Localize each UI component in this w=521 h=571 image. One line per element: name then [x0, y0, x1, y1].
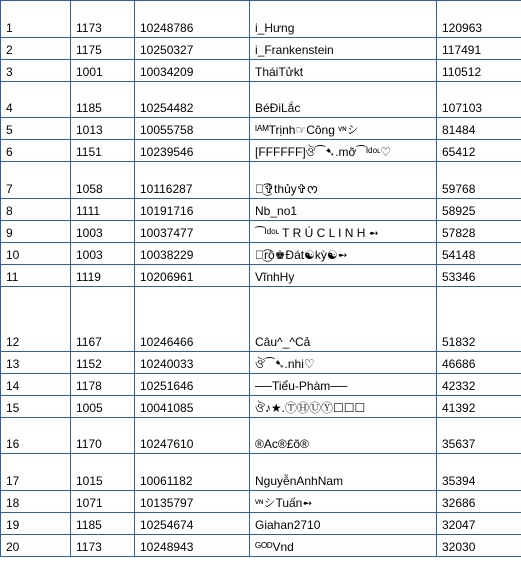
server-id-cell: 1005 — [71, 396, 135, 418]
player-name-cell: ঔ♪★.ⓉⒽⓊⓎ☐☐☐ — [250, 396, 437, 418]
score-cell: 53346 — [437, 265, 521, 287]
user-id-cell: 10191716 — [135, 199, 250, 221]
rank-cell: 11 — [1, 265, 71, 287]
score-cell: 65412 — [437, 140, 521, 162]
table-row — [1, 118, 521, 140]
user-id-cell: 10041085 — [135, 396, 250, 418]
score-cell: 57828 — [437, 221, 521, 243]
rank-cell: 3 — [1, 60, 71, 82]
score-cell: 120963 — [437, 1, 521, 38]
server-id-cell: 1111 — [71, 199, 135, 221]
server-id-cell: 1167 — [71, 287, 135, 352]
user-id-cell: 10246466 — [135, 287, 250, 352]
player-name-cell: VĩnhHy — [250, 265, 437, 287]
player-name-cell: TháiTửkt — [250, 60, 437, 82]
score-cell: 51832 — [437, 287, 521, 352]
table-row — [1, 265, 521, 287]
score-cell: 32047 — [437, 513, 521, 535]
server-id-cell: 1119 — [71, 265, 135, 287]
server-id-cell: 1015 — [71, 454, 135, 491]
user-id-cell: 10239546 — [135, 140, 250, 162]
server-id-cell: 1001 — [71, 60, 135, 82]
user-id-cell: 10240033 — [135, 352, 250, 374]
rank-cell: 6 — [1, 140, 71, 162]
player-name-cell: ঔ⁀➷.nhi♡ — [250, 352, 437, 374]
table-row — [1, 199, 521, 221]
table-row — [1, 535, 521, 557]
player-name-cell: Nb_no1 — [250, 199, 437, 221]
score-cell: 107103 — [437, 82, 521, 118]
user-id-cell: 10254674 — [135, 513, 250, 535]
score-cell: 59768 — [437, 162, 521, 199]
user-id-cell: 10248786 — [135, 1, 250, 38]
table-row — [1, 287, 521, 352]
user-id-cell: 10116287 — [135, 162, 250, 199]
server-id-cell: 1173 — [71, 535, 135, 557]
server-id-cell: 1003 — [71, 243, 135, 265]
rank-cell: 2 — [1, 38, 71, 60]
player-name-cell: ᴵᴬᴹTrịnh☞Công ᵛᶰシ — [250, 118, 437, 140]
rank-cell: 5 — [1, 118, 71, 140]
score-cell: 46686 — [437, 352, 521, 374]
user-id-cell: 10061182 — [135, 454, 250, 491]
table-row — [1, 374, 521, 396]
score-cell: 54148 — [437, 243, 521, 265]
player-name-cell: i_Frankenstein — [250, 38, 437, 60]
score-cell: 41392 — [437, 396, 521, 418]
table-row — [1, 491, 521, 513]
table-row — [1, 418, 521, 454]
rank-cell: 13 — [1, 352, 71, 374]
player-name-cell: Giahan2710 — [250, 513, 437, 535]
rank-cell: 9 — [1, 221, 71, 243]
rank-cell: 16 — [1, 418, 71, 454]
rank-cell: 1 — [1, 1, 71, 38]
server-id-cell: 1173 — [71, 1, 135, 38]
score-cell: 110512 — [437, 60, 521, 82]
rank-cell: 20 — [1, 535, 71, 557]
ranking-table-body — [1, 1, 521, 557]
user-id-cell: 10206961 — [135, 265, 250, 287]
score-cell: 117491 — [437, 38, 521, 60]
table-row — [1, 140, 521, 162]
score-cell: 81484 — [437, 118, 521, 140]
score-cell: 58925 — [437, 199, 521, 221]
table-row — [1, 243, 521, 265]
table-row — [1, 513, 521, 535]
rank-cell: 7 — [1, 162, 71, 199]
user-id-cell: 10250327 — [135, 38, 250, 60]
player-name-cell: [FFFFFF]ঔ⁀➷.mỡ⁀ᴵᵈᵒᶫ♡ — [250, 140, 437, 162]
server-id-cell: 1003 — [71, 221, 135, 243]
table-row — [1, 60, 521, 82]
player-name-cell: i_Hưng — [250, 1, 437, 38]
rank-cell: 10 — [1, 243, 71, 265]
player-name-cell: Câu^_^Cả — [250, 287, 437, 352]
rank-cell: 15 — [1, 396, 71, 418]
table-row — [1, 162, 521, 199]
rank-cell: 12 — [1, 287, 71, 352]
user-id-cell: 10038229 — [135, 243, 250, 265]
server-id-cell: 1152 — [71, 352, 135, 374]
server-id-cell: 1185 — [71, 513, 135, 535]
server-id-cell: 1170 — [71, 418, 135, 454]
user-id-cell: 10037477 — [135, 221, 250, 243]
user-id-cell: 10135797 — [135, 491, 250, 513]
player-name-cell: ᴳᴼᴰVnd — [250, 535, 437, 557]
rank-cell: 8 — [1, 199, 71, 221]
user-id-cell: 10251646 — [135, 374, 250, 396]
server-id-cell: 1013 — [71, 118, 135, 140]
user-id-cell: 10055758 — [135, 118, 250, 140]
score-cell: 32030 — [437, 535, 521, 557]
rank-cell: 18 — [1, 491, 71, 513]
rank-cell: 14 — [1, 374, 71, 396]
rank-cell: 19 — [1, 513, 71, 535]
server-id-cell: 1185 — [71, 82, 135, 118]
score-cell: 35637 — [437, 418, 521, 454]
player-name-cell: ®Ac®£õ® — [250, 418, 437, 454]
user-id-cell: 10247610 — [135, 418, 250, 454]
player-name-cell: ᰔ͜͡✞thủy✞ᰔ — [250, 162, 437, 199]
table-row — [1, 1, 521, 38]
server-id-cell: 1151 — [71, 140, 135, 162]
table-row — [1, 352, 521, 374]
table-row — [1, 396, 521, 418]
table-row — [1, 454, 521, 491]
server-id-cell: 1175 — [71, 38, 135, 60]
player-name-cell: NguyễnAnhNam — [250, 454, 437, 491]
player-name-cell: ᵛᶰシTuấn➻ — [250, 491, 437, 513]
player-name-cell: ──Tiểu-Phàm── — [250, 374, 437, 396]
server-id-cell: 1058 — [71, 162, 135, 199]
user-id-cell: 10034209 — [135, 60, 250, 82]
user-id-cell: 10248943 — [135, 535, 250, 557]
player-name-cell: ⁀ᴵᵈᵒᶫ T R Ú C L I N H ➻ — [250, 221, 437, 243]
player-name-cell: ঔ͜͡rô♚Đát☯kỳ☯➻ — [250, 243, 437, 265]
server-id-cell: 1178 — [71, 374, 135, 396]
user-id-cell: 10254482 — [135, 82, 250, 118]
rank-cell: 4 — [1, 82, 71, 118]
table-row — [1, 221, 521, 243]
table-row — [1, 82, 521, 118]
score-cell: 35394 — [437, 454, 521, 491]
player-name-cell: BéĐiLắc — [250, 82, 437, 118]
server-id-cell: 1071 — [71, 491, 135, 513]
score-cell: 32686 — [437, 491, 521, 513]
table-row — [1, 38, 521, 60]
score-cell: 42332 — [437, 374, 521, 396]
rank-cell: 17 — [1, 454, 71, 491]
